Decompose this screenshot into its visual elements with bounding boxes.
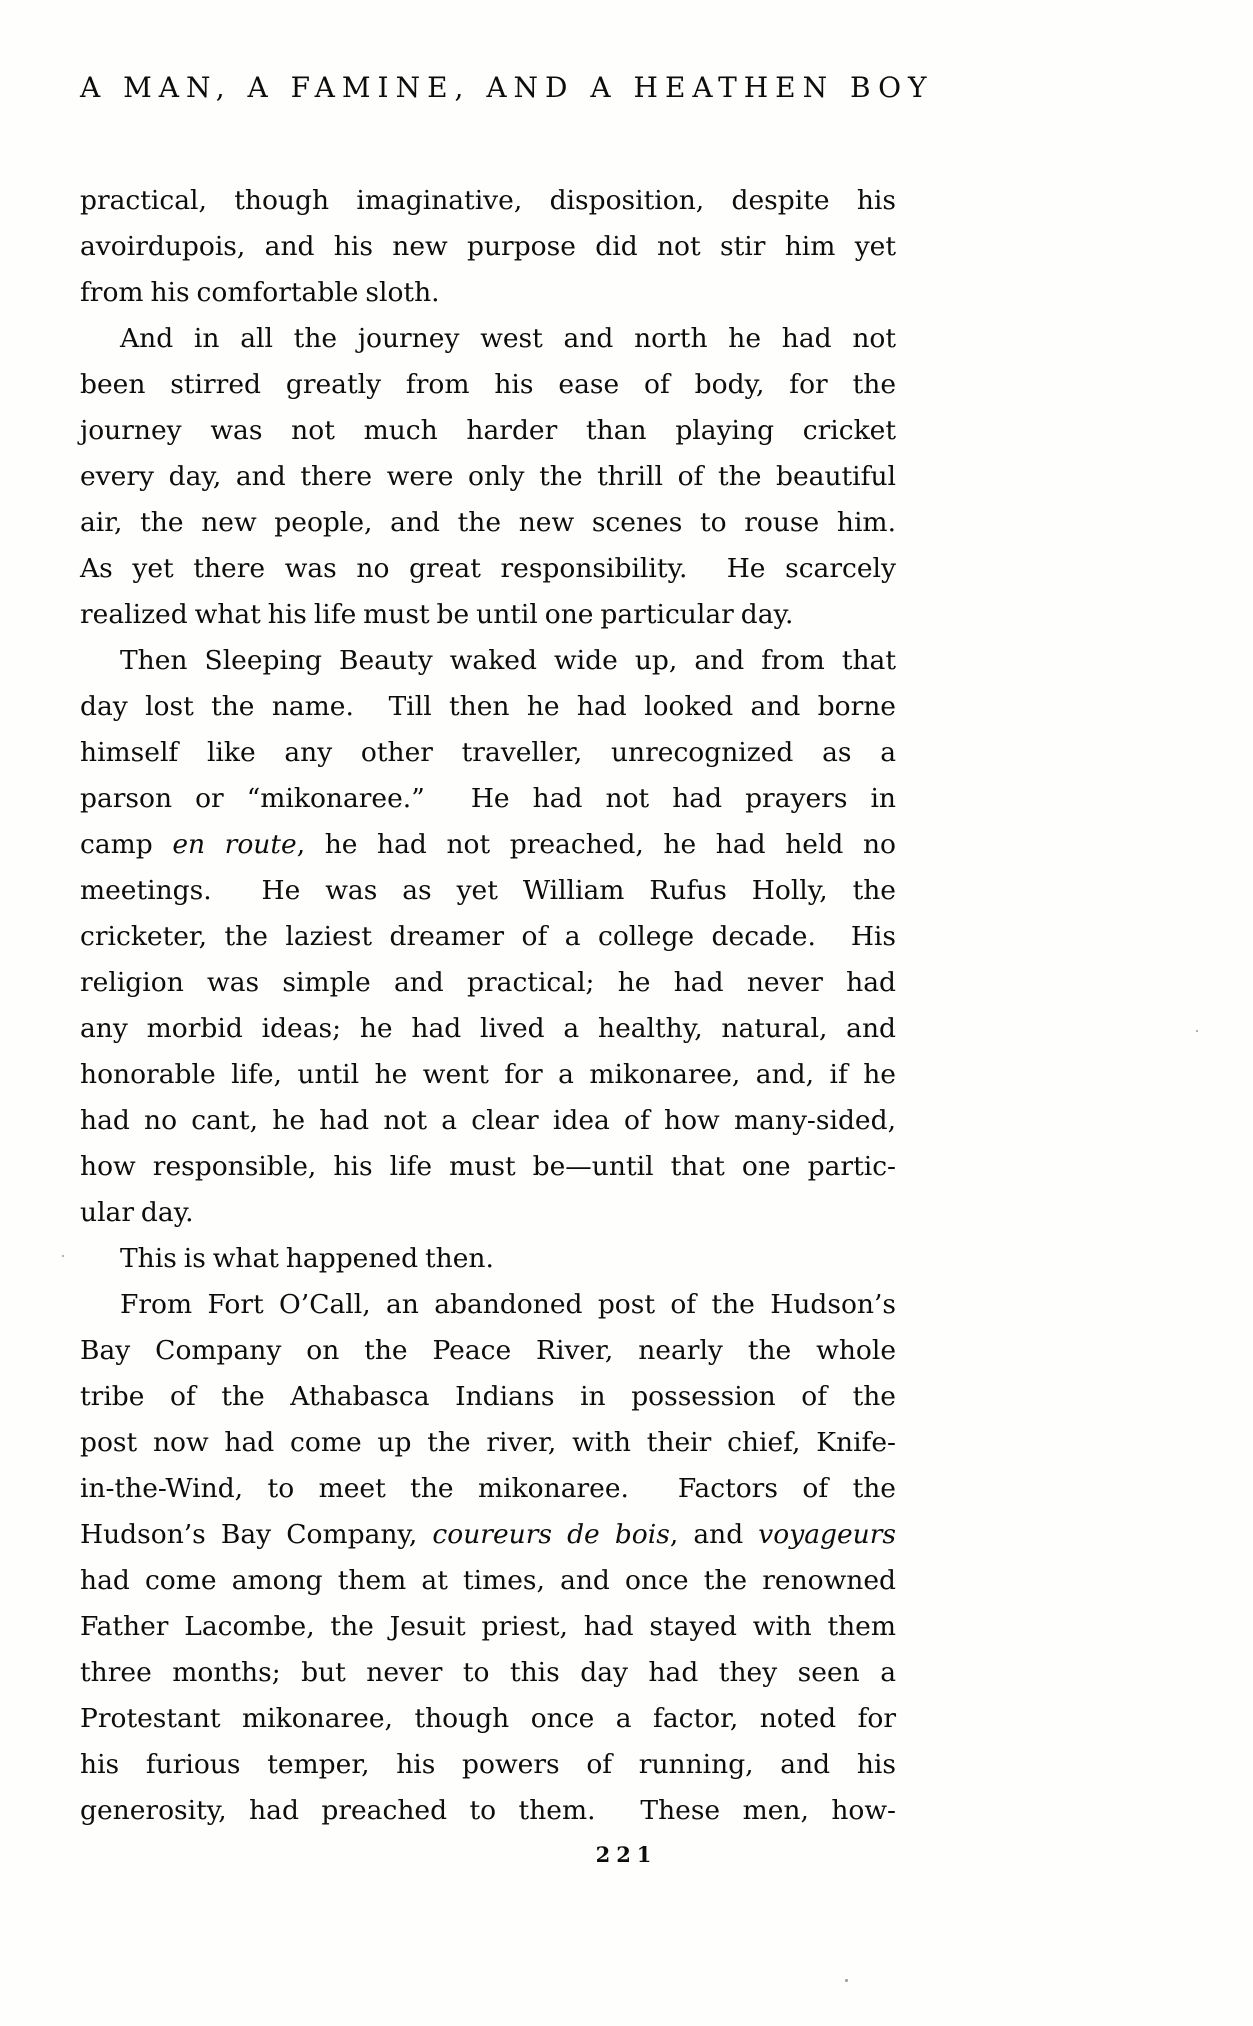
text-line	[80, 316, 896, 362]
text-segment: journey was not much harder than playing cricket	[80, 415, 896, 446]
text-line	[80, 408, 896, 454]
text-segment: From Fort O’Call, an abandoned post of the Hudson’s	[120, 1289, 896, 1320]
text-segment: himself like any other traveller, unrecognized as a	[80, 737, 896, 768]
page-body	[80, 178, 896, 1834]
text-segment: religion was simple and practical; he had never had	[80, 967, 896, 998]
scan-speckle	[62, 1255, 64, 1257]
text-segment: his furious temper, his powers of running, and his	[80, 1749, 896, 1780]
text-line	[80, 500, 896, 546]
text-line	[80, 1466, 896, 1512]
text-segment: As yet there was no great responsibility. He scarcely	[80, 553, 896, 584]
text-segment: post now had come up the river, with their chief, Knife-	[80, 1427, 896, 1458]
text-line	[80, 822, 896, 868]
text-line	[80, 1006, 896, 1052]
scan-speckle	[845, 1979, 848, 1982]
page-header: A MAN, A FAMINE, AND A HEATHEN BOY	[80, 71, 934, 104]
italic-phrase: coureurs de bois	[432, 1519, 670, 1550]
text-segment: realized what his life must be until one particular day.	[80, 599, 794, 630]
text-segment: camp	[80, 829, 173, 860]
text-line	[80, 454, 896, 500]
text-line	[80, 1650, 896, 1696]
text-line	[80, 1282, 896, 1328]
text-segment: every day, and there were only the thrill of the beautiful	[80, 461, 896, 492]
paragraph	[80, 178, 896, 316]
text-segment: Protestant mikonaree, though once a factor, noted for	[80, 1703, 896, 1734]
text-segment: practical, though imaginative, disposition, despite his	[80, 185, 896, 216]
text-line	[80, 1374, 896, 1420]
text-segment: meetings. He was as yet William Rufus Holly, the	[80, 875, 896, 906]
text-line	[80, 1558, 896, 1604]
italic-phrase: voyageurs	[758, 1519, 896, 1550]
text-segment: any morbid ideas; he had lived a healthy, natural, and	[80, 1013, 896, 1044]
text-segment: , he had not preached, he had held no	[296, 829, 896, 860]
paragraph	[80, 1236, 896, 1282]
text-line	[80, 776, 896, 822]
text-segment: And in all the journey west and north he had not	[120, 323, 896, 354]
text-line	[80, 1328, 896, 1374]
text-line	[80, 1190, 896, 1236]
text-segment: parson or “mikonaree.” He had not had prayers in	[80, 783, 896, 814]
text-line	[80, 1604, 896, 1650]
text-segment: three months; but never to this day had they seen a	[80, 1657, 896, 1688]
text-line	[80, 684, 896, 730]
text-line	[80, 592, 896, 638]
text-line	[80, 1788, 896, 1834]
text-segment: ular day.	[80, 1197, 194, 1228]
text-segment: had come among them at times, and once the renowned	[80, 1565, 896, 1596]
text-line	[80, 546, 896, 592]
text-segment: Hudson’s Bay Company,	[80, 1519, 433, 1550]
text-segment: Father Lacombe, the Jesuit priest, had stayed with them	[80, 1611, 896, 1642]
text-line	[80, 1098, 896, 1144]
text-segment: honorable life, until he went for a mikonaree, and, if he	[80, 1059, 896, 1090]
text-line	[80, 1742, 896, 1788]
text-line	[80, 1144, 896, 1190]
text-line	[80, 178, 896, 224]
text-line	[80, 270, 896, 316]
paragraph	[80, 1282, 896, 1834]
text-segment: had no cant, he had not a clear idea of how many-sided,	[80, 1105, 896, 1136]
paragraph	[80, 316, 896, 638]
text-line	[80, 960, 896, 1006]
text-segment: avoirdupois, and his new purpose did not stir him yet	[80, 231, 896, 262]
text-line	[80, 914, 896, 960]
text-segment: air, the new people, and the new scenes to rouse him.	[80, 507, 896, 538]
text-segment: This is what happened then.	[120, 1243, 494, 1274]
text-line	[80, 868, 896, 914]
text-line	[80, 638, 896, 684]
text-segment: cricketer, the laziest dreamer of a college decade. His	[80, 921, 896, 952]
scan-speckle	[1196, 1030, 1198, 1032]
text-segment: in-the-Wind, to meet the mikonaree. Factors of the	[80, 1473, 896, 1504]
text-line	[80, 1236, 896, 1282]
text-line	[80, 362, 896, 408]
italic-phrase: en route	[172, 829, 297, 860]
text-segment: tribe of the Athabasca Indians in possession of the	[80, 1381, 896, 1412]
text-segment: been stirred greatly from his ease of body, for the	[80, 369, 896, 400]
text-segment: Bay Company on the Peace River, nearly the whole	[80, 1335, 896, 1366]
text-segment: Then Sleeping Beauty waked wide up, and from that	[120, 645, 896, 676]
text-segment: from his comfortable sloth.	[80, 277, 440, 308]
text-line	[80, 1696, 896, 1742]
text-line	[80, 224, 896, 270]
text-segment: how responsible, his life must be—until that one partic-	[80, 1151, 896, 1182]
text-line	[80, 1420, 896, 1466]
text-line	[80, 730, 896, 776]
paragraph	[80, 638, 896, 1236]
page-number: 221	[595, 1842, 658, 1867]
text-segment: , and	[669, 1519, 759, 1550]
text-segment: generosity, had preached to them. These men, how-	[80, 1795, 896, 1826]
text-line	[80, 1052, 896, 1098]
text-line	[80, 1512, 896, 1558]
text-segment: day lost the name. Till then he had looked and borne	[80, 691, 896, 722]
